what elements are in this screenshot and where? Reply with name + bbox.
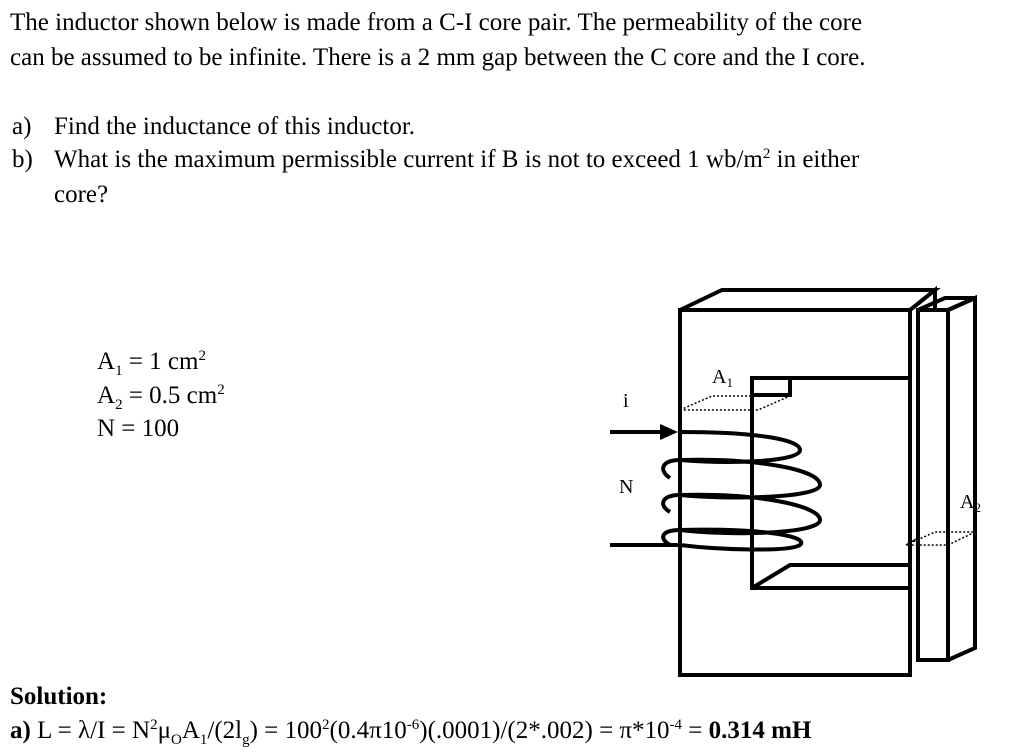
problem-line-1: The inductor shown below is made from a C-I core pair. The permeability of the core (10, 9, 863, 36)
current-label: i (623, 390, 629, 412)
i-core-front (918, 310, 948, 660)
param-a2-symbol: A (97, 382, 116, 409)
eq-sup-4: -4 (669, 717, 683, 733)
question-b-sup: 2 (762, 146, 771, 162)
cross-section-a1 (680, 396, 790, 410)
eq-part-5: ) = 100 (249, 717, 323, 744)
c-core-top (680, 290, 935, 310)
c-core-inner (752, 395, 910, 588)
eq-part-6: (0.4π10 (329, 717, 407, 744)
solution-equation (10, 716, 811, 749)
eq-sup-1: 2 (150, 717, 158, 733)
eq-sup-2: 2 (322, 717, 330, 733)
coil-back-3 (663, 530, 680, 545)
i-core-side (948, 298, 975, 660)
param-n: N = 100 (97, 415, 180, 442)
param-a2-sup: 2 (217, 382, 225, 398)
turns-label: N (619, 476, 634, 498)
question-a-label: a) (12, 113, 32, 140)
solution-heading: Solution: (10, 683, 108, 710)
question-b-label: b) (12, 146, 33, 173)
c-core-inner-bottom-face (752, 565, 910, 588)
eq-part-2: μ (157, 717, 171, 744)
eq-sub-o: O (170, 732, 182, 748)
question-b-text-3: core? (54, 181, 109, 208)
param-a1-value: = 1 cm (122, 348, 199, 375)
param-a1-sup: 2 (198, 348, 206, 364)
eq-part-8: = (682, 717, 709, 744)
question-b-text-2: in either (770, 146, 860, 173)
a1-label (712, 366, 733, 390)
current-arrow-icon (660, 424, 678, 440)
a2-label (960, 491, 981, 515)
coil-back-1 (663, 460, 680, 478)
eq-sub-1: 1 (199, 732, 208, 748)
a2-label-sub: 2 (974, 500, 981, 515)
problem-line-2: can be assumed to be infinite. There is a 2 mm gap between the C core and the I core. (10, 44, 866, 71)
question-a-text: Find the inductance of this inductor. (54, 113, 416, 140)
param-a2-value: = 0.5 cm (122, 382, 218, 409)
eq-part-3: A (181, 717, 200, 744)
a2-label-main: A (960, 491, 975, 513)
coil-back-2 (663, 495, 680, 512)
c-core-window (752, 378, 790, 395)
eq-part-4: /(2l (207, 717, 243, 744)
coil-loop-1 (680, 432, 800, 462)
solution-a-label: a) (10, 717, 31, 744)
param-a1-sub: 1 (115, 363, 123, 379)
param-a1-symbol: A (97, 348, 116, 375)
question-b-text-1: What is the maximum permissible current if B is not to exceed 1 wb/m (54, 146, 763, 173)
eq-part-7: )(.0001)/(2*.002) = π*10 (419, 717, 670, 744)
a1-label-main: A (712, 366, 727, 388)
eq-part-1: L = λ/I = N (30, 717, 151, 744)
eq-sup-3: -6 (406, 717, 420, 733)
eq-sub-g: g (242, 732, 250, 748)
solution-result: 0.314 mH (708, 717, 812, 744)
param-a2-sub: 2 (115, 397, 123, 413)
a1-label-sub: 1 (726, 375, 733, 390)
